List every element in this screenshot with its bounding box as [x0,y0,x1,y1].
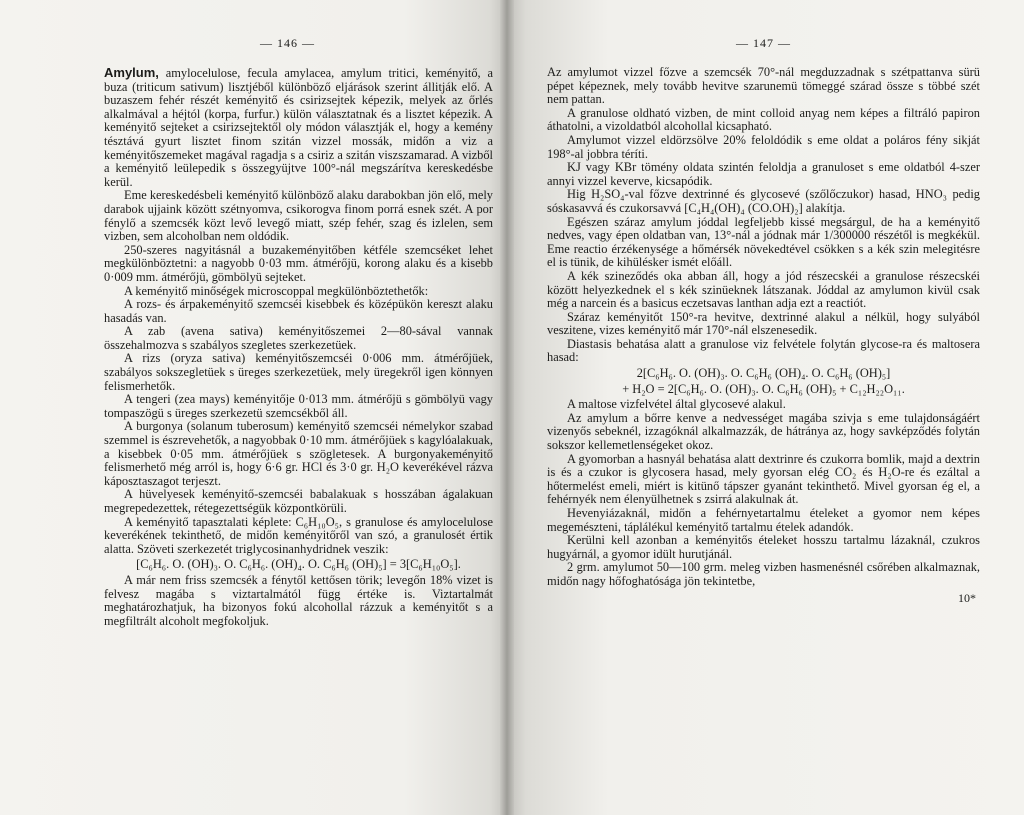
signature-mark: 10* [958,590,976,605]
paragraph [104,285,493,299]
paragraph [104,352,493,393]
left-page-text [82,66,493,628]
paragraph-text: Kerülni kell azonban a keményitős ételeket hosszu tartalmu lázaknál, czukros hugyárnál, a gyomor idült hurutjánál. [547,533,980,561]
paragraph-text: A rozs- és árpakeményitő szemcséi kisebbek és középükön kereszt alaku hasadás van. [104,297,493,325]
paragraph-text: A hüvelyesek keményitő-szemcséi babalakuak s hosszában ágalakuan megrepedezettek, rétegezettségük központkörüli. [104,487,493,515]
left-page [0,0,505,815]
paragraph [104,393,493,420]
paragraph [104,298,493,325]
paragraph-text: KJ vagy KBr tömény oldata szintén feloldja a granuloset s eme oldatból 4-szer annyi vizzel keverve, kicsapódik. [547,160,980,188]
paragraph-text: A gyomorban a hasnyál behatása alatt dextrinre és czukorra bomlik, majd a dextrin is és a czukor is glycosera hasad, mely gyorsan elég CO₂ és H₂O-re és ezáltal a hőtermelést emeli, miért is kitünő tápszer gyanánt tekinthető. Mivel gyorsan ég el, a fehérnyék nem élenyülhetnek s zsirrá alakulnak át. [547,451,980,507]
paragraph-text: Az amylum a bőrre kenve a nedvességet magába szivja s eme tulajdonságáért vizenyős sebeknél, izzagóknál alkalmazzák, de hátránya az, hogy savképződés folytán sokszor kellemetlenségeket okoz. [547,410,980,453]
paragraph [104,325,493,352]
paragraph [547,107,980,134]
paragraph-text: A granulose oldható vizben, de mint colloid anyag nem képes a filtráló papiron áthatolni, a vizoldatból alcohollal kicsapható. [547,105,980,134]
paragraph-text: [C₆H₆. O. (OH)₃. O. C₆H₆. (OH)₄. O. C₆H₆ (OH)₅] = 3[C₆H₁₀O₅]. [136,557,461,572]
paragraph-text: A burgonya (solanum tuberosum) keményitő szemcséi némelykor szabad szemmel is észrevehetők, a nagyobbak 0·10 mm. átmérőjüek s kagylóalakuak, a kisebbek 0·05 mm. átmérőjüek s szögletesek. A burgonyakeményitő felismerhető még arról is, hogy 6·6 gr. HCl és 3·0 gr. H₂O keverékével rázva káposztaszagot terjeszt. [104,419,493,488]
paragraph [547,216,980,270]
paragraph-text: Amylumot vizzel eldörzsölve 20% feloldódik s eme oldat a poláros fény sikját 198°-al jobbra téríti. [547,132,980,161]
paragraph-text: Az amylumot vizzel főzve a szemcsék 70°-nál megduzzadnak s szétpattanva sürü pépet képeznek, mely tovább hevitve szarunemü tömeggé szárad össze s többé szét nem pattan. [547,65,980,107]
paragraph-text: 250-szeres nagyitásnál a buzakeményitőben kétféle szemcséket lehet megkülönböztetni: a nagyobb 0·03 mm. átmérőjü, korong alaku és a kisebb 0·009 mm. átmérőjü, gömbölyü sejteket. [104,242,493,284]
paragraph [104,66,493,189]
paragraph [104,189,493,243]
paragraph-text: Hevenyiázaknál, midőn a fehérnyetartalmu ételeket a gyomor nem képes megemészteni, táplálékul keményitő tartalmu ételek adandók. [547,506,980,534]
paragraph [547,66,980,107]
paragraph-text: Száraz keményitőt 150°-ra hevitve, dextrinné alakul a nélkül, hogy sulyából veszitene, vizes keményitő már 170°-nál elszenesedik. [547,309,980,338]
paragraph-text: Eme kereskedésbeli keményitő különböző alaku darabokban jön elő, mely darabok ujjaink között szétnyomva, csikorogva finom porrá esnek szét. A por fénylő a szemcsék közt levő levegő miatt, szép fehér, szag és izlelen, sem vizben, sem alcoholban nem oldódik. [104,188,493,244]
paragraph-text: A keményitő minőségek microscoppal megkülönböztethetők: [124,283,429,298]
paragraph [104,488,493,515]
right-page [505,0,1024,815]
paragraph-text: 2 grm. amylumot 50—100 grm. meleg vizben hasmenésnél csőrében alkalmaznak, midőn nagy hőfoghatósága jön tekintetbe, [547,560,980,588]
paragraph [547,161,980,188]
formula-line [547,383,980,397]
paragraph [547,507,980,534]
paragraph [104,244,493,285]
formula-line [547,367,980,381]
page-number-left: — 146 — [260,36,315,50]
paragraph-text: 2[C₆H₆. O. (OH)₃. O. C₆H₆ (OH)₄. O. C₆H₆ (OH)₅] [636,366,891,381]
paragraph [547,561,980,588]
paragraph-text: A már nem friss szemcsék a fénytől kettősen törik; levegőn 18% vizet is felvesz magába s viztartalmától függ értéke is. Viztartalmát meghatározhatjuk, ha bizonyos fokú alcohollal rázzuk a keményitőt s a megfiltrált alcoholt megfokoljuk. [104,572,493,628]
paragraph [547,398,980,412]
book-gutter [500,0,514,815]
paragraph-text: + H₂O = 2[C₆H₆. O. (OH)₃. O. C₆H₆ (OH)₅ + C₁₂H₂₂O₁₁. [622,381,905,396]
entry-term: Amylum, [104,65,159,80]
paragraph-text: Diastasis behatása alatt a granulose viz felvétele folytán glycose-ra és maltosera hasad: [547,336,980,365]
page-number-right: — 147 — [736,36,791,50]
paragraph [104,574,493,628]
paragraph [547,412,980,453]
paragraph [547,453,980,507]
formula-line [104,558,493,572]
paragraph [547,188,980,215]
paragraph [547,270,980,311]
paragraph-text: A rizs (oryza sativa) keményitőszemcséi 0·006 mm. átmérőjüek, szabályos sokszegletüek s üreges szerkezetüek, mely üregekről igen könnyen felismerhetők. [104,351,493,393]
paragraph-text: Hig H₂SO₄-val főzve dextrinné és glycosevé (szőlőczukor) hasad, HNO₃ pedig sóskasavvá és czukorsavvá [C₄H₄(OH)₄ (CO.OH)₂] alakítja. [547,187,980,215]
right-page-text [547,66,980,589]
paragraph [547,311,980,338]
paragraph-text: A zab (avena sativa) keményitőszemei 2—80-sával vannak összehalmozva s szabályos szegletes szerkezetüek. [104,324,493,352]
paragraph [547,134,980,161]
paragraph [104,420,493,488]
paragraph-text: A keményitő tapasztalati képlete: C₆H₁₀O₅, s granulose és amylocelulose keverékének tekinthető, de midőn keményitőről van szó, a granulosét értik alatta. Szöveti szerkezetét triglycosinanhydridnek veszik: [104,514,493,556]
paragraph-text: A tengeri (zea mays) keményitője 0·013 mm. átmérőjü s gömbölyü vagy tompaszögü s üreges szerkezetü szemcsékből áll. [104,392,493,420]
paragraph-text: A kék szineződés oka abban áll, hogy a jód részecskéi a granulose részecskéi között helyezkednek el s kék szinüeknek látszanak. Jóddal az amylumon kivül csak még a narcein és a basicus eczetsavas lanthan adja ezt a reactiót. [547,268,980,311]
paragraph-text: Egészen száraz amylum jóddal legfeljebb kissé megsárgul, de ha a keményitő nedves, vagy épen oldatban van, 13°-nál a jódnak már 1/300000 részétől is megkékül. Eme reactio érzékenysége a hőmérsék növekedtével csökken s a kék szin melegitésre el is tünik, de kihülésker ismét előáll. [547,214,980,270]
paragraph [547,338,980,365]
paragraph [547,534,980,561]
paragraph-text: A maltose vizfelvétel által glycosevé alakul. [567,397,786,412]
paragraph [104,516,493,557]
paragraph-text: amylocelulose, fecula amylacea, amylum tritici, keményitő, a buza (triticum sativum) lisztjéből különböző eljárások szerint állitják elő. A buzaszem fehér részét keményitő és csirizsejtek képezik, melyek az őrlés alkalmával a héjtól (korpa, furfur.) külön választatnak és a lisztet képezik. A keményitő sejteket a csirizsejtektől oly módon választják el, hogy a kemény tésztává gyurt lisztet finom szitán vizzel mossák, midőn a viz a keményitőszemeket magával ragadja s a csiriz a szitán viszszamarad. A vizből a keményitő leülepedik s összegyüjtve 100°-nál megszárítva kereskedésbe kerül. [104,66,493,189]
